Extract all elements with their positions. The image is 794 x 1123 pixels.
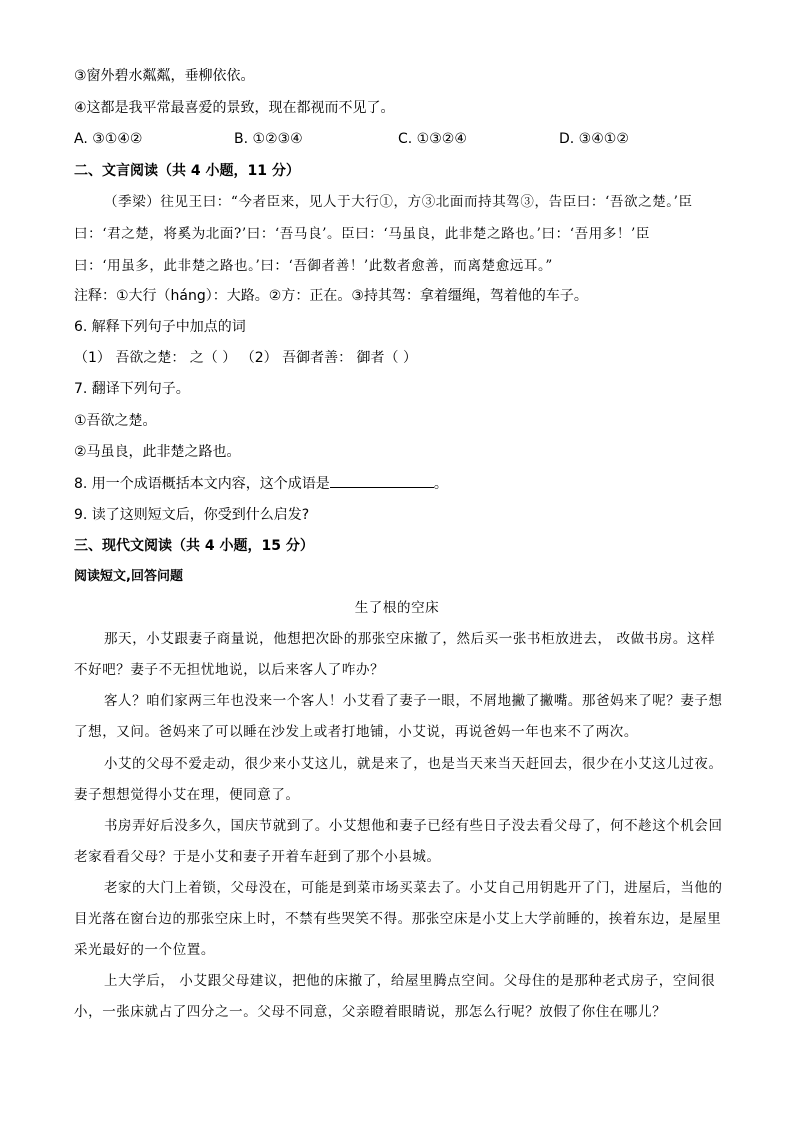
sentence-3: ③窗外碧水粼粼，垂柳依依。 (74, 68, 255, 84)
option-a: A. ③①④② (74, 131, 143, 147)
classical-passage-line: （季梁）往见王曰：“今者臣来，见人于大行①，方③北面而持其驾③，告臣曰：‘吾欲之楚。’臣 (104, 194, 693, 210)
classical-passage-line: 曰：‘君之楚，将奚为北面?’曰：‘吾马良’。臣曰：‘马虽良，此非楚之路也。’曰：‘吾用多！’臣 (74, 226, 651, 242)
story-paragraph-line: 上大学后， 小艾跟父母建议，把他的床撤了，给屋里腾点空间。父母住的是那种老式房子，空间很 (104, 973, 716, 989)
sentence-4: ④这都是我平常最喜爱的景致，现在都视而不见了。 (74, 100, 395, 116)
story-paragraph-line: 了想，又问。爸妈来了可以睡在沙发上或者打地铺，小艾说，再说爸妈一年也来不了两次。 (74, 724, 638, 740)
question-8-text: 8. 用一个成语概括本文内容，这个成语是 (74, 476, 330, 492)
question-6: 6. 解释下列句子中加点的词 (74, 319, 246, 335)
story-paragraph-line: 目光落在窗台边的那张空床上时，不禁有些哭笑不得。那张空床是小艾上大学前睡的，挨着东边，是屋里 (74, 911, 722, 927)
question-8 (74, 473, 448, 494)
section3-heading: 三、现代文阅读（共 4 小题，15 分） (74, 538, 314, 554)
question-7: 7. 翻译下列句子。 (74, 381, 190, 397)
question-7-item-1: ①吾欲之楚。 (74, 413, 157, 429)
section2-heading: 二、文言阅读（共 4 小题，11 分） (74, 163, 300, 179)
classical-passage-line: 曰：‘用虽多，此非楚之路也。’曰：‘吾御者善！’此数者愈善，而离楚愈远耳。” (74, 258, 553, 274)
story-paragraph-line: 老家看看父母？于是小艾和妻子开着车赶到了那个小县城。 (74, 849, 441, 865)
story-paragraph-line: 小艾的父母不爱走动，很少来小艾这儿，就是来了，也是当天来当天赶回去，很少在小艾这儿过夜。 (104, 756, 723, 772)
story-paragraph-line: 小，一张床就占了四分之一。父母不同意，父亲瞪着眼睛说，那怎么行呢？放假了你住在哪儿？ (74, 1004, 667, 1020)
story-title: 生了根的空床 (354, 600, 440, 616)
answer-blank[interactable] (330, 473, 434, 488)
story-paragraph-line: 老家的大门上着锁，父母没在，可能是到菜市场买菜去了。小艾自己用钥匙开了门，进屋后，当他的 (104, 880, 723, 896)
option-d: D. ③④①② (559, 131, 629, 147)
story-paragraph-line: 书房弄好后没多久，国庆节就到了。小艾想他和妻子已经有些日子没去看父母了，何不趁这个机会回 (104, 818, 723, 834)
option-c: C. ①③②④ (398, 131, 467, 147)
annotation-note: 注释：①大行（háng）：大路。②方：正在。③持其驾：拿着缰绳，驾着他的车子。 (74, 288, 588, 304)
question-6-items: （1） 吾欲之楚： 之（ ） （2） 吾御者善： 御者（ ） (74, 350, 417, 366)
question-9: 9. 读了这则短文后，你受到什么启发? (74, 507, 310, 523)
story-paragraph-line: 妻子想想觉得小艾在理，便同意了。 (74, 787, 300, 803)
story-paragraph-line: 采光最好的一个位置。 (74, 942, 215, 958)
story-paragraph-line: 客人？咱们家两三年也没来一个客人！小艾看了妻子一眼，不屑地撇了撇嘴。那爸妈来了呢？妻子想 (104, 693, 723, 709)
story-paragraph-line: 那天，小艾跟妻子商量说，他想把次卧的那张空床撤了，然后买一张书柜放进去， 改做书房。这样 (104, 631, 716, 647)
question-7-item-2: ②马虽良，此非楚之路也。 (74, 444, 241, 460)
reading-instruction: 阅读短文,回答问题 (74, 569, 183, 584)
question-8-end: 。 (433, 476, 448, 492)
option-b: B. ①②③④ (234, 131, 303, 147)
story-paragraph-line: 不好吧？妻子不无担忧地说，以后来客人了咋办？ (74, 662, 385, 678)
